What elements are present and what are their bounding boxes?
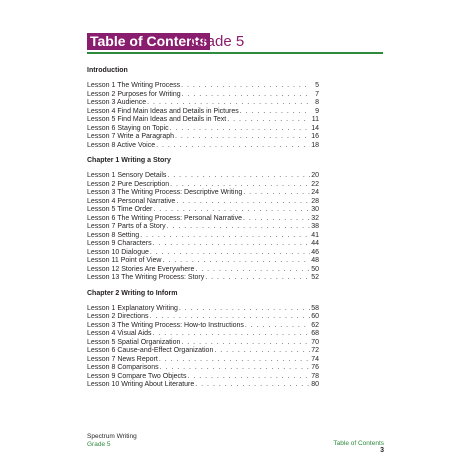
lesson-page-number: 32	[311, 214, 319, 222]
lesson-page-number: 80	[311, 381, 319, 388]
lesson-page-number: 74	[311, 355, 319, 363]
lesson-page-number: 50	[311, 265, 319, 273]
lesson-title: Lesson 13 The Writing Process: Story	[87, 274, 205, 281]
dot-leader	[180, 82, 310, 91]
dot-leader	[194, 381, 310, 390]
dot-leader	[151, 330, 310, 339]
dot-leader	[181, 91, 310, 100]
dot-leader	[174, 133, 310, 142]
lesson-title: Lesson 3 Audience	[87, 99, 147, 106]
dot-leader	[139, 232, 310, 241]
dot-leader	[159, 364, 310, 373]
dot-leader	[178, 305, 310, 314]
toc-entry	[87, 240, 319, 249]
lesson-title: Lesson 6 The Writing Process: Personal Narrative	[87, 214, 242, 222]
toc-entry	[87, 356, 319, 365]
lesson-page-number: 20	[311, 172, 319, 179]
table-of-contents	[87, 67, 319, 397]
toc-entry	[87, 232, 319, 241]
section-title: Chapter 2 Writing to Inform	[87, 289, 178, 297]
lesson-page-number: 62	[311, 321, 319, 329]
lesson-title: Lesson 1 The Writing Process	[87, 82, 181, 89]
lesson-page-number: 68	[311, 330, 319, 337]
dot-leader	[152, 206, 310, 215]
dot-leader	[242, 189, 310, 198]
dot-leader	[204, 274, 310, 283]
dot-leader	[242, 215, 310, 224]
lesson-page-number: 46	[311, 248, 319, 256]
lesson-title: Lesson 8 Comparisons	[87, 364, 159, 371]
toc-entry	[87, 330, 319, 339]
lesson-title: Lesson 10 Writing About Literature	[87, 381, 195, 388]
toc-entry	[87, 373, 319, 382]
lesson-page-number: 38	[311, 223, 319, 230]
toc-entry	[87, 206, 319, 215]
toc-entry	[87, 142, 319, 151]
dot-leader	[146, 99, 310, 108]
lesson-title: Lesson 5 Find Main Ideas and Details in Text	[87, 116, 227, 123]
lesson-page-number: 24	[311, 189, 319, 196]
lesson-page-number: 18	[311, 141, 319, 149]
dot-leader	[180, 339, 310, 348]
lesson-title: Lesson 2 Directions	[87, 313, 149, 320]
lesson-title: Lesson 2 Pure Description	[87, 180, 170, 188]
header-divider	[87, 52, 383, 54]
lesson-title: Lesson 6 Staying on Topic	[87, 124, 169, 132]
lesson-title: Lesson 4 Find Main Ideas and Details in Pictures	[87, 107, 239, 115]
toc-section	[87, 67, 319, 150]
lesson-page-number: 9	[315, 107, 319, 115]
dot-leader	[175, 198, 310, 207]
lesson-title: Lesson 5 Time Order	[87, 206, 153, 213]
lesson-title: Lesson 7 News Report	[87, 355, 158, 363]
toc-entry	[87, 91, 319, 100]
lesson-title: Lesson 11 Point of View	[87, 257, 162, 264]
lesson-title: Lesson 7 Write a Paragraph	[87, 133, 175, 140]
toc-entry	[87, 322, 319, 331]
dot-leader	[186, 373, 310, 382]
dot-leader	[213, 347, 310, 356]
dot-leader	[226, 116, 310, 125]
lesson-page-number: 48	[311, 257, 319, 264]
lesson-title: Lesson 5 Spatial Organization	[87, 338, 181, 346]
dot-leader	[166, 172, 310, 181]
dot-leader	[194, 266, 310, 275]
grade-label: Grade 5	[190, 33, 245, 50]
lesson-title: Lesson 1 Explanatory Writing	[87, 304, 178, 312]
footer-page-info	[333, 440, 384, 454]
lesson-page-number: 60	[311, 313, 319, 320]
lesson-page-number: 76	[311, 364, 319, 371]
lesson-page-number: 11	[311, 116, 319, 123]
toc-entry	[87, 125, 319, 134]
toc-entry	[87, 223, 319, 232]
lesson-title: Lesson 3 The Writing Process: Descriptive Writing	[87, 189, 243, 196]
toc-entry	[87, 249, 319, 258]
toc-entry	[87, 181, 319, 190]
toc-entry	[87, 381, 319, 390]
lesson-page-number: 52	[311, 274, 319, 281]
toc-entry	[87, 305, 319, 314]
lesson-title: Lesson 8 Setting	[87, 231, 140, 239]
dot-leader	[152, 240, 310, 249]
lesson-page-number: 41	[311, 231, 319, 239]
toc-entry	[87, 347, 319, 356]
lesson-title: Lesson 2 Purposes for Writing	[87, 90, 181, 98]
page-number: 3	[380, 447, 384, 454]
dot-leader	[161, 257, 310, 266]
lesson-page-number: 7	[315, 90, 319, 98]
section-title: Chapter 1 Writing a Story	[87, 157, 171, 164]
toc-entry	[87, 339, 319, 348]
lesson-title: Lesson 4 Visual Aids	[87, 330, 152, 337]
dot-leader	[166, 223, 310, 232]
toc-entry	[87, 189, 319, 198]
page-title: Table of Contents	[87, 33, 210, 50]
lesson-page-number: 14	[311, 124, 319, 132]
lesson-page-number: 28	[311, 197, 319, 205]
lesson-page-number: 22	[311, 180, 319, 188]
footer-section-label: Table of Contents	[333, 440, 384, 447]
toc-entry	[87, 198, 319, 207]
lesson-title: Lesson 10 Dialogue	[87, 248, 149, 256]
toc-section	[87, 157, 319, 283]
footer-publisher	[87, 433, 137, 448]
footer-grade: Grade 5	[87, 440, 111, 448]
lesson-page-number: 72	[311, 347, 319, 354]
toc-entry	[87, 313, 319, 322]
lesson-page-number: 78	[311, 372, 319, 380]
toc-entry	[87, 364, 319, 373]
lesson-title: Lesson 4 Personal Narrative	[87, 197, 176, 205]
dot-leader	[155, 142, 310, 151]
toc-entry	[87, 257, 319, 266]
lesson-page-number: 58	[311, 304, 319, 312]
dot-leader	[239, 108, 310, 117]
lesson-page-number: 70	[311, 338, 319, 346]
toc-entry	[87, 215, 319, 224]
lesson-page-number: 30	[311, 206, 319, 213]
dot-leader	[169, 181, 310, 190]
lesson-page-number: 44	[311, 240, 319, 247]
dot-leader	[148, 313, 310, 322]
lesson-title: Lesson 6 Cause-and-Effect Organization	[87, 347, 214, 354]
lesson-title: Lesson 8 Active Voice	[87, 141, 156, 149]
toc-section	[87, 290, 319, 390]
lesson-page-number: 5	[315, 82, 319, 89]
dot-leader	[244, 322, 310, 331]
lesson-title: Lesson 9 Characters	[87, 240, 152, 247]
page-header	[87, 33, 383, 53]
lesson-title: Lesson 12 Stories Are Everywhere	[87, 265, 195, 273]
lesson-title: Lesson 1 Sensory Details	[87, 172, 167, 179]
toc-entry	[87, 274, 319, 283]
lesson-page-number: 16	[311, 133, 319, 140]
dot-leader	[158, 356, 310, 365]
publisher-name: Spectrum Writing	[87, 433, 137, 440]
lesson-title: Lesson 7 Parts of a Story	[87, 223, 166, 230]
toc-entry	[87, 108, 319, 117]
dot-leader	[149, 249, 310, 258]
toc-entry	[87, 116, 319, 125]
toc-entry	[87, 266, 319, 275]
lesson-title: Lesson 9 Compare Two Objects	[87, 372, 187, 380]
lesson-page-number: 8	[315, 99, 319, 106]
toc-entry	[87, 82, 319, 91]
toc-entry	[87, 99, 319, 108]
lesson-title: Lesson 3 The Writing Process: How-to Instructions	[87, 321, 244, 329]
dot-leader	[169, 125, 310, 134]
section-title: Introduction	[87, 67, 128, 74]
toc-entry	[87, 133, 319, 142]
toc-entry	[87, 172, 319, 181]
